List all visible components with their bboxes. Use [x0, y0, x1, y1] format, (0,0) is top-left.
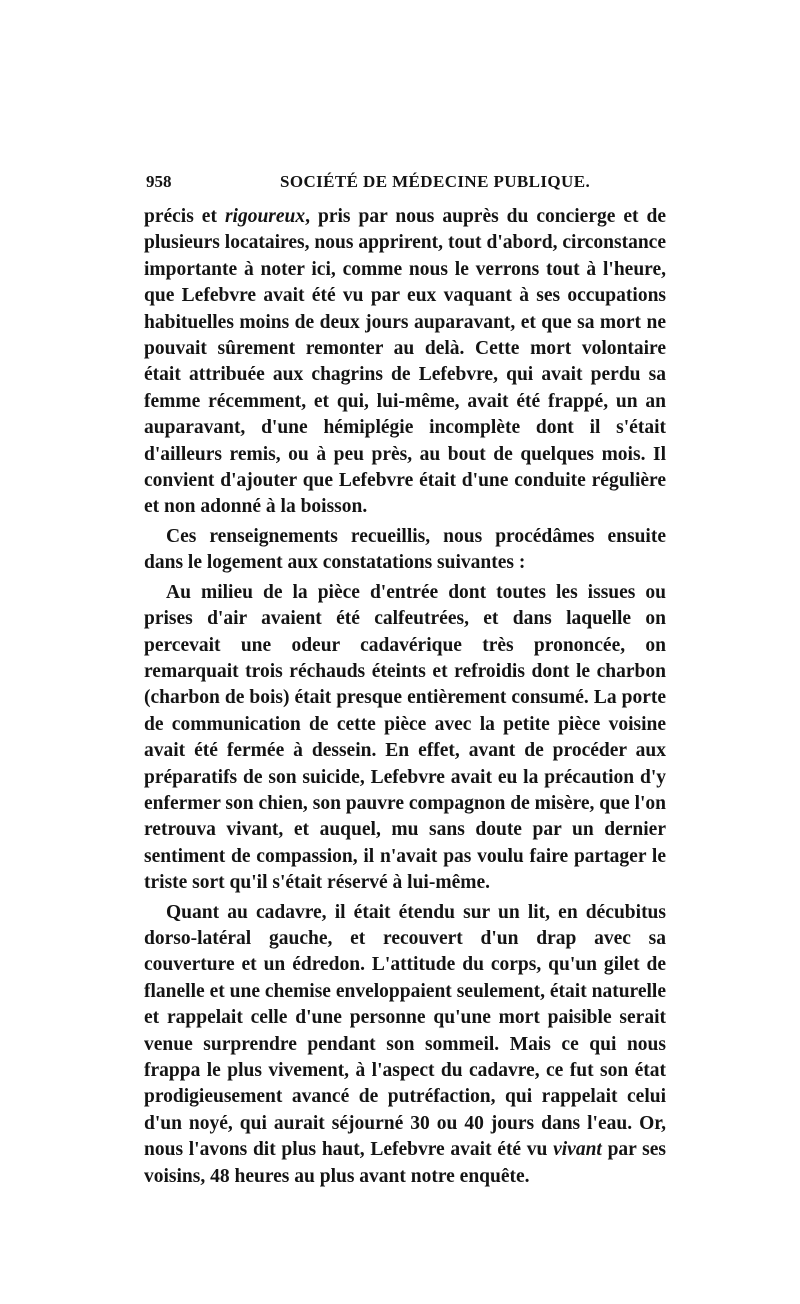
- paragraph-3-text: Au milieu de la pièce d'entrée dont toutes les issues ou prises d'air avaient été calfeutrées, et dans laquelle on percevait une odeur cadavérique très prononcée, on remarquait trois réchauds éteints et refroidis dont le charbon (charbon de bois) était presque entièrement consumé. La porte de communication de cette pièce avec la petite pièce voisine avait été fermée à dessein. En effet, avant de procéder aux préparatifs de son suicide, Lefebvre avait eu la précaution d'y enfermer son chien, son pauvre compagnon de misère, que l'on retrouva vivant, et auquel, mu sans doute par un dernier sentiment de compassion, il n'avait pas voulu faire partager le triste sort qu'il s'était réservé à lui-même.: [144, 581, 666, 894]
- paragraph-1: [144, 204, 666, 521]
- paragraph-4-text-a: Quant au cadavre, il était étendu sur un lit, en décubitus dorso-latéral gauche, et recouvert d'un drap avec sa couverture et un édredon. L'attitude du corps, qu'un gilet de flanelle et une chemise enveloppaient seulement, était naturelle et rappelait celle d'une personne qu'une mort paisible serait venue surprendre pendant son sommeil. Mais ce qui nous frappa le plus vivement, à l'aspect du cadavre, ce fut son état prodigieusement avancé de putréfaction, qui rappelait celui d'un noyé, qui aurait séjourné 30 ou 40 jours dans l'eau. Or, nous l'avons dit plus haut, Lefebvre avait été vu: [144, 901, 666, 1161]
- paragraph-4-text-b: par ses voisins, 48 heures au plus avant notre enquête.: [144, 1139, 667, 1187]
- emphasis-vivant: vivant: [553, 1139, 602, 1161]
- running-title: SOCIÉTÉ DE MÉDECINE PUBLIQUE.: [280, 172, 591, 191]
- paragraph-2: [144, 524, 666, 577]
- paragraph-2-text: Ces renseignements recueillis, nous procédâmes ensuite dans le logement aux constatations suivantes :: [144, 525, 666, 574]
- paragraph-1-text-b: , pris par nous auprès du concierge et de plusieurs locataires, nous apprirent, tout d'abord, circonstance importante à noter ici, comme nous le verrons tout à l'heure, que Lefebvre avait été vu par eux vaquant à ses occupations habituelles moins de deux jours auparavant, et que sa mort ne pouvait sûrement remonter au delà. Cette mort volontaire était attribuée aux chagrins de Lefebvre, qui avait perdu sa femme récemment, et qui, lui-même, avait été frappé, un an auparavant, d'une hémiplégie incomplète dont il s'était d'ailleurs remis, ou à peu près, au bout de quelques mois. Il convient d'ajouter que Lefebvre était d'une conduite régulière et non adonné à la boisson.: [144, 206, 667, 518]
- page-header: [146, 172, 666, 198]
- paragraph-3: [144, 580, 666, 897]
- page-number: 958: [146, 172, 172, 191]
- paragraph-4: [144, 900, 666, 1190]
- emphasis-rigoureux: rigoureux: [224, 206, 306, 227]
- paragraph-1-text-a: précis et: [144, 206, 225, 227]
- body-text: [144, 204, 666, 1190]
